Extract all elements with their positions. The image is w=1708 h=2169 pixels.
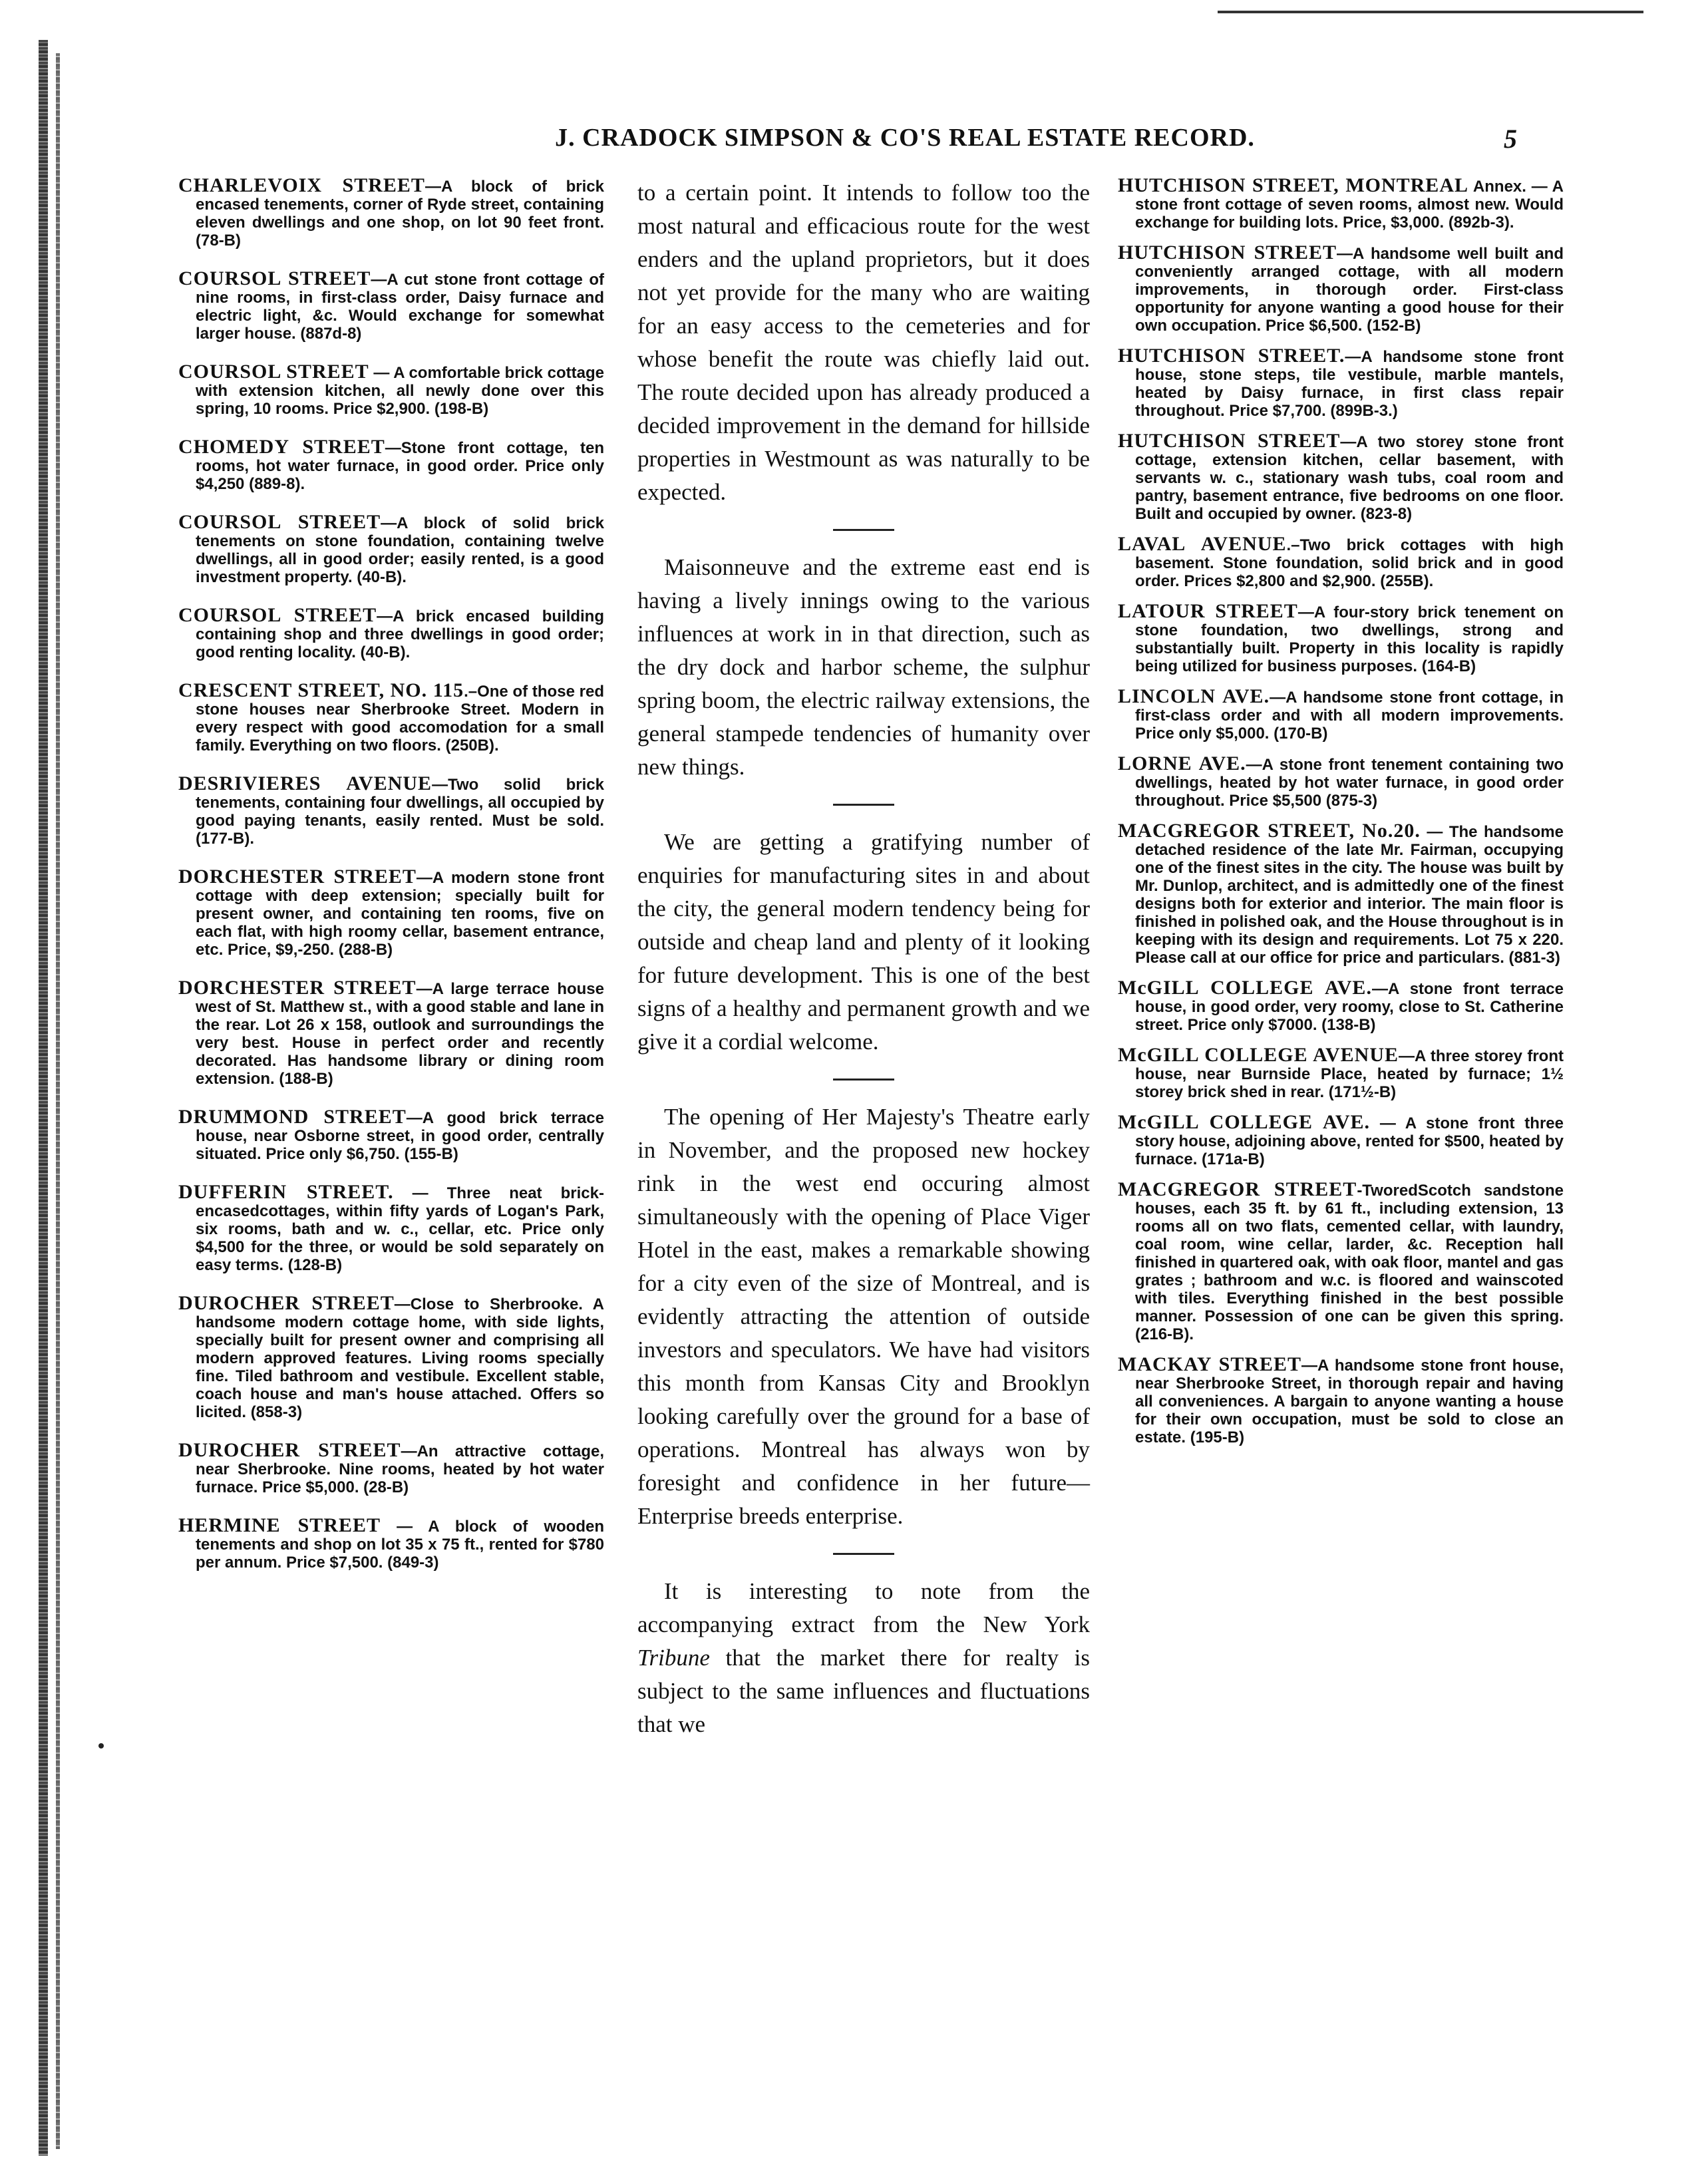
top-rule: [1218, 11, 1643, 13]
listing-text: —A good brick terrace house, near Osborne street, in good order, centrally situated. Price only $6,750. (155-B): [196, 1109, 604, 1163]
listing-entry: [1118, 244, 1564, 335]
article-paragraph: [637, 1575, 1090, 1741]
listing-text: —A stone front tenement containing two dwellings, heated by hot water furnace, in good order throughout. Price $5,500 (875-3): [1135, 756, 1564, 810]
listing-text: —A brick encased building containing shop and three dwellings in good order; good renting locality. (40-B).: [196, 607, 605, 661]
listing-street: HUTCHISON STREET: [1118, 430, 1341, 452]
listing-text: —A handsome stone front house, near Sherbrooke Street, in thorough repair and having all conveniences. A bargain to anyone wanting a house for their own occupation, must be sold to close an estate. (195-B): [1135, 1357, 1564, 1446]
listing-text: —A large terrace house west of St. Matthew st., with a good stable and lane in the rear. Lot 26 x 158, outlook and surroundings the very best. House in perfect order and recently decorated. Has handsome library or dining room extension. (188-B): [196, 980, 604, 1088]
listing-street: HUTCHISON STREET, MONTREAL: [1118, 174, 1468, 196]
listing-street: LINCOLN AVE.: [1118, 685, 1270, 707]
listing-text: .–Two brick cottages with high basement. Stone foundation, solid brick and in good order. Prices $2,800 and $2,900. (255B).: [1135, 536, 1564, 590]
listing-entry: [1118, 176, 1564, 232]
listing-text: — A block of wooden tenements and shop on lot 35 x 75 ft., rented for $780 per annum. Price $7,500. (849-3): [196, 1518, 604, 1572]
listing-text: .–One of those red stone houses near Sherbrooke Street. Modern in every respect with good accomodation for a small family. Everything on two floors. (250B).: [196, 683, 605, 754]
listing-street: HUTCHISON STREET: [1118, 242, 1337, 263]
listing-text: —Stone front cottage, ten rooms, hot water furnace, in good order. Price only $4,250 (889-8).: [196, 439, 604, 493]
listing-entry: [178, 1108, 604, 1163]
right-column: [1118, 176, 1564, 1458]
middle-column: [637, 176, 1090, 1741]
listing-entry: [1118, 754, 1564, 810]
listing-street: HERMINE STREET: [178, 1514, 381, 1536]
listing-text: -TworedScotch sandstone houses, each 35 ft. by 61 ft., including extension, 13 rooms all on two flats, cemented cellar, with laundry, coal room, wine cellar, larder, &c. Reception hall finished in quartered oak, with oak floor, mantel and gas grates ; bathroom and w.c. is floored and wainscoted with tiles. Everything finished in the best possible manner. Possession of one can be given this spring. (216-B).: [1135, 1182, 1564, 1343]
listing-text: Annex. — A stone front cottage of seven rooms, almost new. Would exchange for building lots. Price, $3,000. (892b-3).: [1135, 178, 1564, 232]
listing-street: LAVAL AVENUE: [1118, 533, 1287, 555]
listing-text: —A four-story brick tenement on stone foundation, two dwellings, strong and substantially built. Property in this locality is rapidly being utilized for business purposes. (164-B): [1135, 603, 1564, 675]
listing-street: COURSOL STREET: [178, 604, 377, 626]
listing-street: McGILL COLLEGE AVE.: [1118, 977, 1372, 999]
listing-text: —A two storey stone front cottage, extension kitchen, cellar basement, with servants w. c., stationary wash tubs, coal room and pantry, basement entrance, five bedrooms on one floor. Built and occupied by owner. (823-8): [1135, 433, 1564, 523]
left-column: [178, 176, 604, 1591]
listing-entry: [178, 606, 604, 661]
listing-entry: [1118, 1180, 1564, 1343]
listing-text: —Close to Sherbrooke. A handsome modern cottage home, with side lights, specially built for present owner and comprising all modern approved features. Living rooms specially fine. Tiled bathroom and vestibule. Excellent stable, coach house and man's house attached. Offers so licited. (858-3): [196, 1295, 604, 1421]
article-paragraph: The opening of Her Majesty's Theatre early in November, and the proposed new hockey rink in the west end occuring almost simultaneously with the opening of Place Viger Hotel in the east, makes a remarkable showing for a city even of the size of Montreal, and is evidently attracting the attention of outside investors and speculators. We have had visitors this month from Kansas City and Brooklyn looking carefully over the ground for a base of operations. Montreal has always won by foresight and confidence in her future—Enterprise breeds enterprise.: [637, 1104, 1090, 1529]
listing-street: MACGREGOR STREET: [1118, 1178, 1357, 1200]
listing-entry: [178, 979, 604, 1088]
listing-entry: [178, 868, 604, 959]
listing-text: —A stone front terrace house, in good order, very roomy, close to St. Catherine street. Price only $7000. (138-B): [1135, 980, 1564, 1034]
listing-street: DUROCHER STREET: [178, 1292, 395, 1314]
listing-text: —Two solid brick tenements, containing four dwellings, all occupied by good paying tenants, easily rented. Must be sold. (177-B).: [196, 776, 604, 848]
listing-text: —A block of solid brick tenements on stone foundation, containing twelve dwellings, all in good order; easily rented, is a good investment property. (40-B).: [196, 514, 604, 586]
article-paragraph: Maisonneuve and the extreme east end is having a lively innings owing to the various influences at work in in that direction, such as the dry dock and harbor scheme, the sulphur spring boom, the electric railway extensions, the general stampede tendencies of humanity over new things.: [637, 554, 1090, 780]
scan-speck: [98, 1743, 104, 1749]
section-separator: [833, 1079, 894, 1081]
section-separator: [833, 529, 894, 531]
listing-text: — Three neat brick-encasedcottages, within fifty yards of Logan's Park, six rooms, bath and w. c., cellar, etc. Price only $4,500 for the three, or would be sold separately on easy terms. (128-B): [196, 1184, 604, 1274]
listing-entry: [178, 1441, 604, 1496]
listing-text: —A handsome stone front house, stone steps, tile vestibule, marble mantels, heated by Daisy furnace, in first class repair throughout. Price $7,700. (899B-3.): [1135, 348, 1564, 420]
listing-entry: [1118, 1113, 1564, 1168]
listing-entry: [1118, 687, 1564, 743]
page-number: 5: [1504, 124, 1517, 154]
listing-text: —A block of brick encased tenements, corner of Ryde street, containing eleven dwellings and one shop, on lot 90 feet front. (78-B): [196, 178, 604, 250]
listing-entry: [1118, 535, 1564, 590]
listing-text: —A three storey front house, near Burnside Place, heated by furnace; 1½ storey brick shed in rear. (171½-B): [1135, 1047, 1564, 1101]
listing-street: HUTCHISON STREET.: [1118, 345, 1345, 367]
listing-street: CHOMEDY STREET: [178, 436, 385, 458]
listing-entry: [178, 681, 604, 754]
listing-text: —A cut stone front cottage of nine rooms, in first-class order, Daisy furnace and electric light, &c. Would exchange for somewhat larger house. (887d-8): [196, 271, 604, 343]
page-header: [173, 123, 1517, 163]
section-separator: [833, 804, 894, 806]
scan-edge-left-inner: [56, 53, 60, 2149]
listing-entry: [1118, 602, 1564, 675]
listing-street: DORCHESTER STREET: [178, 977, 417, 999]
newspaper-name: Tribune: [637, 1645, 710, 1671]
listing-street: MACGREGOR STREET, No.20.: [1118, 820, 1421, 842]
paragraph-text: It is interesting to note from the accompanying extract from the New York: [637, 1578, 1090, 1637]
listing-text: —A modern stone front cottage with deep extension; specially built for present owner, and containing ten rooms, five on each flat, with high roomy cellar, basement entrance, etc. Price, $9,-250. (288-B): [196, 869, 604, 959]
listing-street: DUFFERIN STREET.: [178, 1181, 394, 1203]
listing-entry: [178, 1294, 604, 1421]
article-paragraph: We are getting a gratifying number of enquiries for manufacturing sites in and about the city, the general modern tendency being for outside and cheap land and plenty of it looking for future development. This is one of the best signs of a healthy and permanent growth and we give it a cordial welcome.: [637, 829, 1090, 1055]
listing-street: McGILL COLLEGE AVENUE: [1118, 1044, 1399, 1066]
listing-text: —A handsome well built and conveniently arranged cottage, with all modern improvements, in thorough order. First-class opportunity for anyone wanting a good house for their own occupation. Price $6,500. (152-B): [1135, 245, 1564, 335]
listing-street: McGILL COLLEGE AVE.: [1118, 1111, 1370, 1133]
paragraph-text: that the market there for realty is subject to the same influences and fluctuations that we: [637, 1645, 1090, 1737]
listing-entry: [178, 176, 604, 250]
listing-street: DORCHESTER STREET: [178, 866, 417, 888]
listing-street: CHARLEVOIX STREET: [178, 174, 425, 196]
listing-text: — A comfortable brick cottage with extension kitchen, all newly done over this spring, 10 rooms. Price $2,900. (198-B): [196, 364, 604, 418]
listing-street: DUROCHER STREET: [178, 1439, 401, 1461]
listing-street: LORNE AVE.: [1118, 752, 1246, 774]
listing-street: CRESCENT STREET, NO. 115: [178, 679, 464, 701]
listing-text: — The handsome detached residence of the late Mr. Fairman, occupying one of the finest sites in the city. The house was built by Mr. Dunlop, architect, and is admittedly one of the finest designs both for exterior and interior. The main floor is finished in polished oak, and the House throughout is in keeping with its design and requirements. Lot 75 x 220. Please call at our office for price and particulars. (881-3): [1135, 823, 1564, 967]
listing-entry: [178, 1183, 604, 1274]
listing-entry: [178, 269, 604, 343]
listing-entry: [1118, 822, 1564, 967]
scan-edge-left: [39, 40, 48, 2156]
listing-entry: [178, 438, 604, 493]
listing-street: COURSOL STREET: [178, 361, 369, 383]
listing-text: — A stone front three story house, adjoining above, rented for $500, heated by furnace. (171a-B): [1135, 1114, 1564, 1168]
listing-entry: [178, 363, 604, 418]
section-separator: [833, 1553, 894, 1555]
article-paragraph: to a certain point. It intends to follow too the most natural and efficacious route for the west enders and the upland proprietors, but it does not yet provide for the many who are waiting for an easy access to the cemeteries and for whose benefit the route was chiefly laid out. The route decided upon has already produced a decided improvement in the demand for hillside properties in Westmount as was naturally to be expected.: [637, 180, 1090, 505]
listing-entry: [178, 774, 604, 848]
listing-entry: [178, 1516, 604, 1572]
listing-entry: [1118, 1046, 1564, 1101]
listing-street: MACKAY STREET: [1118, 1353, 1302, 1375]
listing-entry: [1118, 979, 1564, 1034]
listing-text: —A handsome stone front cottage, in first-class order and with all modern improvements. Price only $5,000. (170-B): [1135, 689, 1564, 743]
listing-text: —An attractive cottage, near Sherbrooke. Nine rooms, heated by hot water furnace. Price $5,000. (28-B): [196, 1442, 604, 1496]
listing-street: DRUMMOND STREET: [178, 1106, 407, 1128]
listing-entry: [178, 513, 604, 586]
listing-street: COURSOL STREET: [178, 267, 371, 289]
listing-entry: [1118, 432, 1564, 523]
listing-entry: [1118, 347, 1564, 420]
listing-street: COURSOL STREET: [178, 511, 381, 533]
listing-street: LATOUR STREET: [1118, 600, 1298, 622]
listing-entry: [1118, 1355, 1564, 1446]
page-title: J. CRADOCK SIMPSON & CO'S REAL ESTATE RECORD.: [555, 124, 1255, 152]
listing-street: DESRIVIERES AVENUE: [178, 772, 432, 794]
